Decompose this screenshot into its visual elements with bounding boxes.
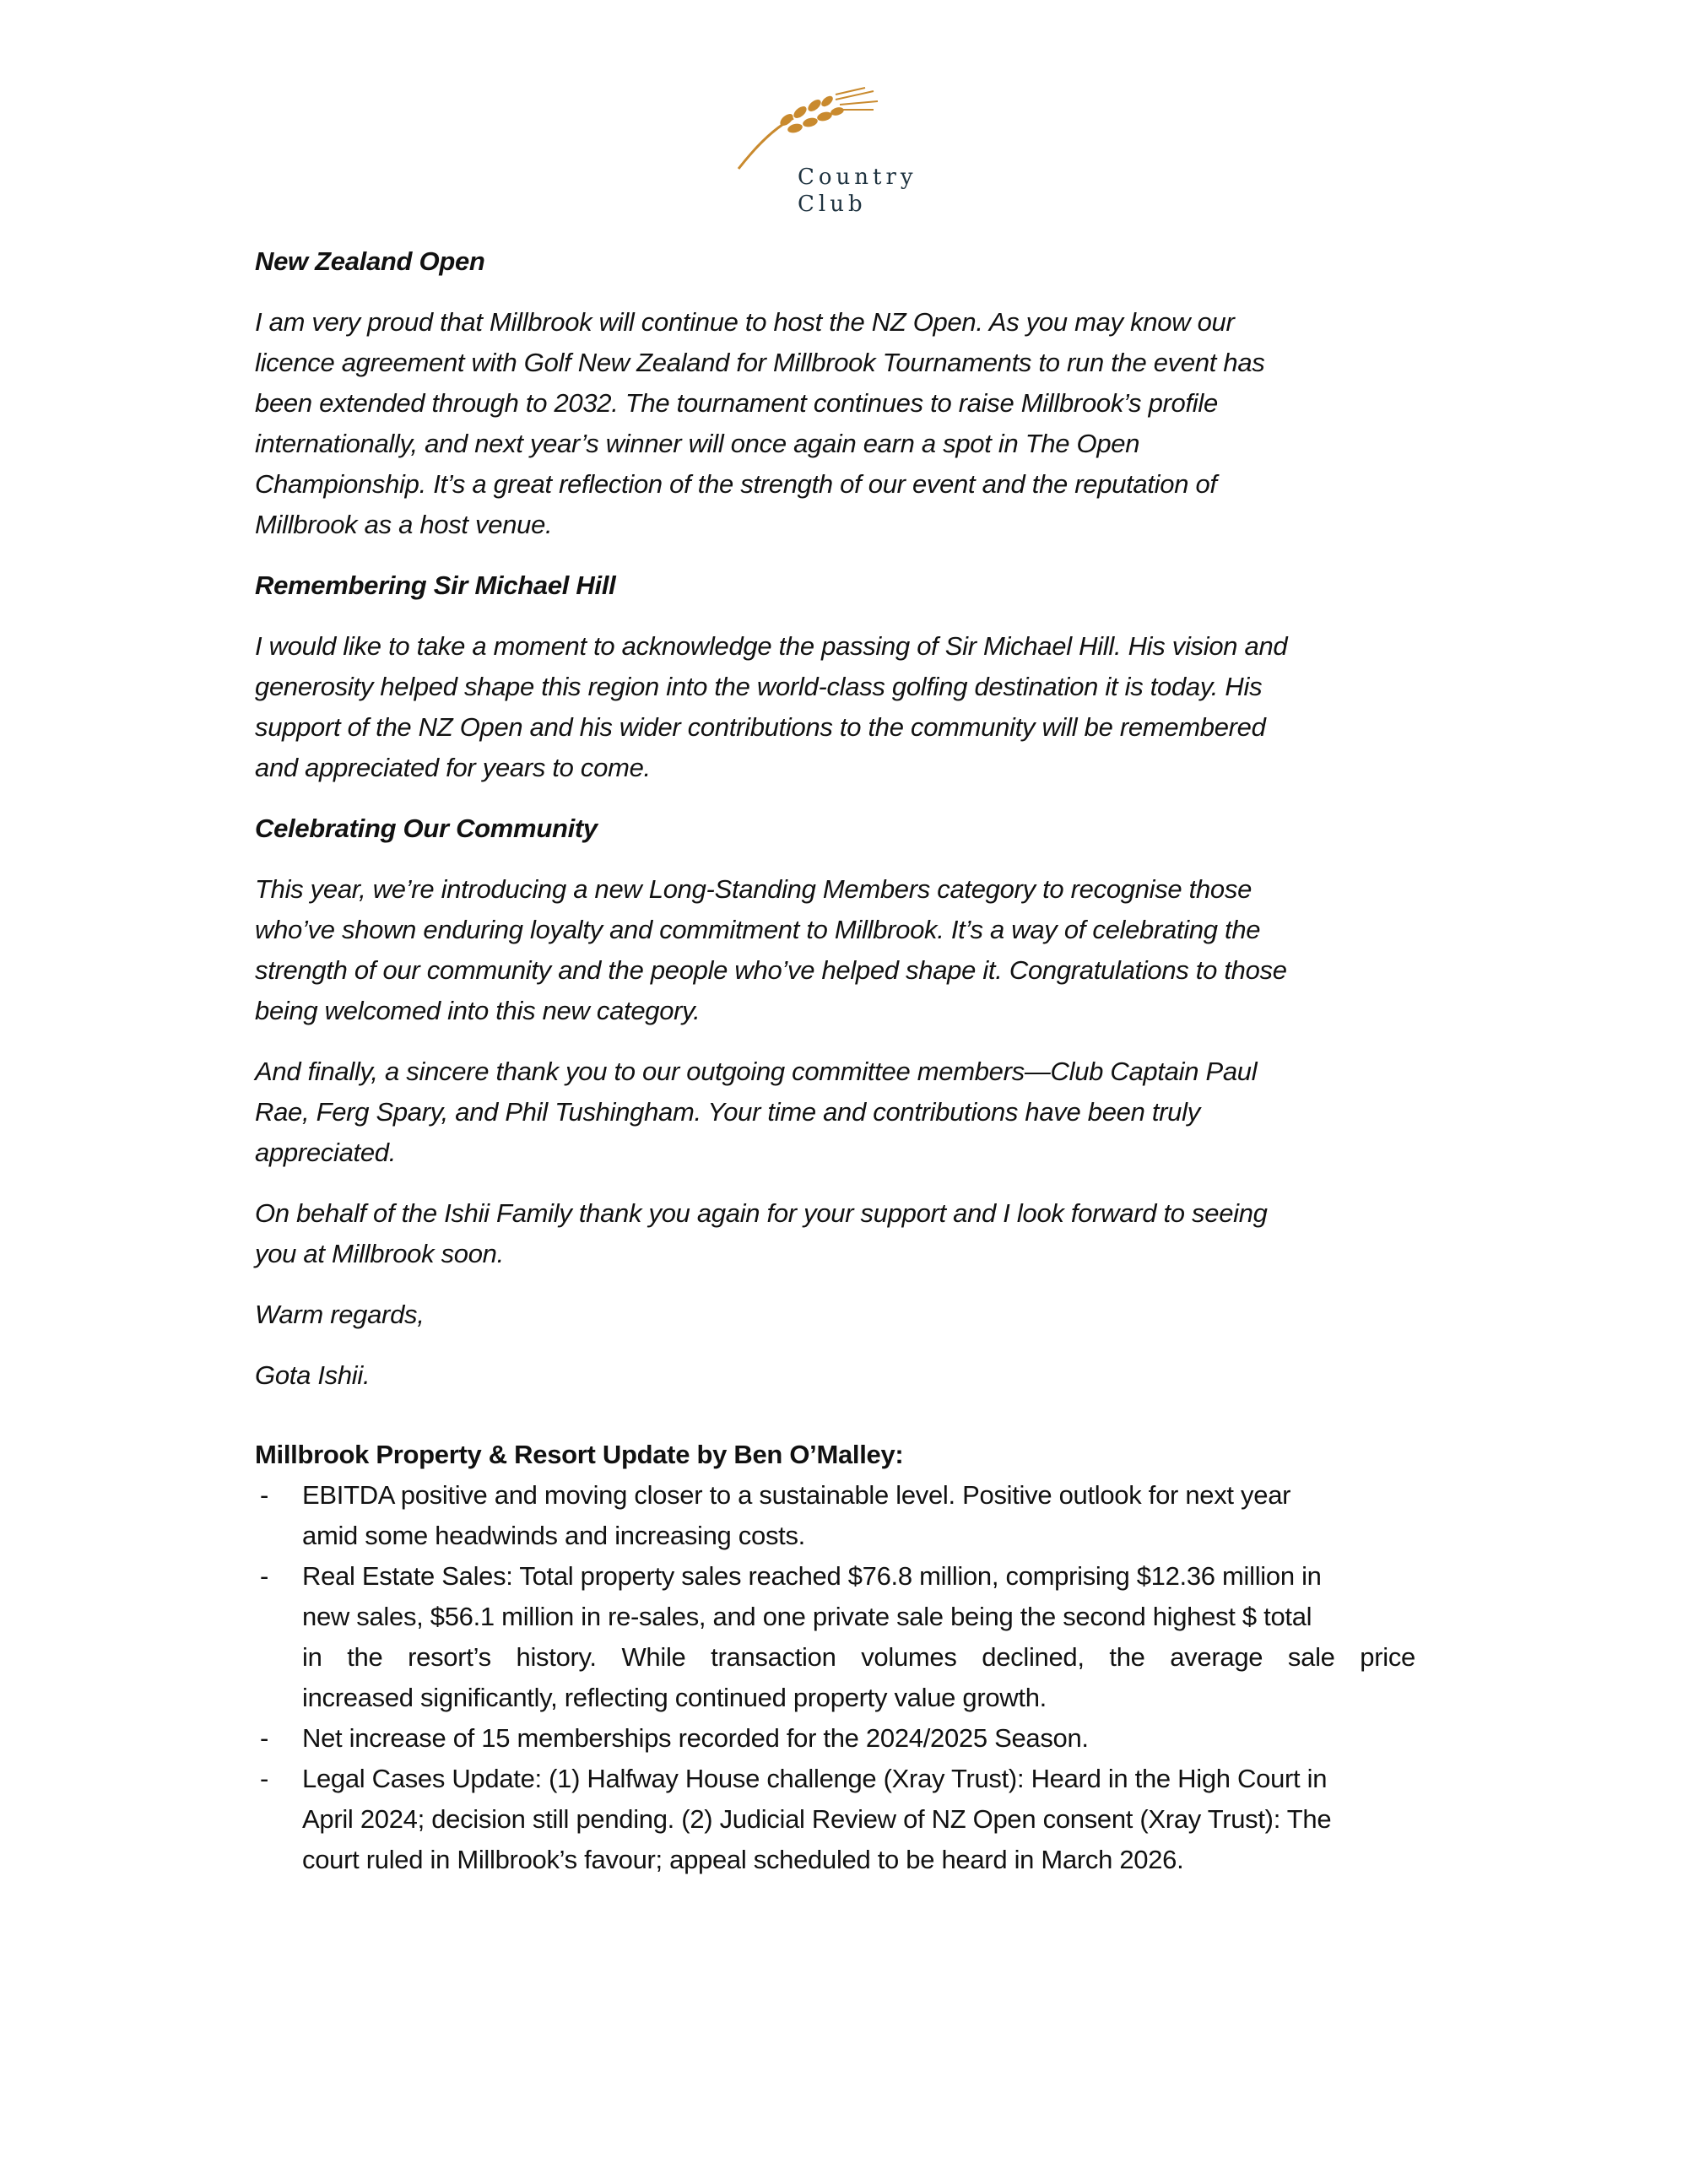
- signature-name: Gota Ishii.: [255, 1360, 371, 1390]
- paragraph-line: On behalf of the Ishii Family thank you again for your support and I look forward to seeing: [255, 1198, 1268, 1228]
- paragraph-line: I would like to take a moment to acknowledge the passing of Sir Michael Hill. His vision and: [255, 631, 1288, 661]
- list-item-line: April 2024; decision still pending. (2) Judicial Review of NZ Open consent (Xray Trust): The: [302, 1804, 1332, 1834]
- paragraph-line: Championship. It’s a great reflection of the strength of our event and the reputation of: [255, 469, 1217, 499]
- list-item: [255, 1475, 1420, 1556]
- paragraph-line: being welcomed into this new category.: [255, 996, 701, 1025]
- paragraph-line: This year, we’re introducing a new Long-Standing Members category to recognise those: [255, 874, 1252, 904]
- paragraph-line: strength of our community and the people who’ve helped shape it. Congratulations to those: [255, 955, 1287, 985]
- paragraph-line: I am very proud that Millbrook will continue to host the NZ Open. As you may know our: [255, 307, 1235, 337]
- list-item: [255, 1759, 1420, 1880]
- paragraph-line: appreciated.: [255, 1138, 397, 1167]
- list-item: [255, 1556, 1420, 1718]
- paragraph-line: generosity helped shape this region into the world-class golfing destination it is today. His: [255, 672, 1263, 701]
- logo-text-line1: Country: [798, 165, 917, 190]
- list-item-line: Net increase of 15 memberships recorded for the 2024/2025 Season.: [302, 1723, 1089, 1753]
- dash-bullet: -: [260, 1723, 269, 1753]
- thanks-paragraph: [255, 1051, 1420, 1173]
- list-item-line: in the resort’s history. While transaction volumes declined, the average sale price: [302, 1642, 1415, 1672]
- paragraph-line: support of the NZ Open and his wider contributions to the community will be remembered: [255, 712, 1266, 742]
- paragraph-line: And finally, a sincere thank you to our outgoing committee members—Club Captain Paul: [255, 1057, 1258, 1086]
- letter-body: [255, 241, 1420, 1880]
- paragraph-line: been extended through to 2032. The tournament continues to raise Millbrook’s profile: [255, 388, 1218, 418]
- update-heading: Millbrook Property & Resort Update by Ben O’Malley:: [255, 1440, 904, 1469]
- dash-bullet: -: [260, 1561, 269, 1591]
- list-item-line: new sales, $56.1 million in re-sales, and one private sale being the second highest $ total: [302, 1602, 1312, 1631]
- update-list: [255, 1475, 1420, 1880]
- paragraph-line: you at Millbrook soon.: [255, 1239, 504, 1268]
- wheat-icon: [734, 84, 954, 219]
- dash-bullet: -: [260, 1480, 269, 1510]
- list-item-line: amid some headwinds and increasing costs.: [302, 1521, 805, 1550]
- paragraph-line: internationally, and next year’s winner will once again earn a spot in The Open: [255, 429, 1140, 458]
- list-item-line: court ruled in Millbrook’s favour; appeal scheduled to be heard in March 2026.: [302, 1845, 1184, 1874]
- dash-bullet: -: [260, 1764, 269, 1793]
- paragraph-line: who’ve shown enduring loyalty and commitment to Millbrook. It’s a way of celebrating the: [255, 915, 1261, 944]
- logo-text-line2: Club: [798, 192, 867, 217]
- paragraph-line: Millbrook as a host venue.: [255, 510, 553, 539]
- list-item-line: EBITDA positive and moving closer to a sustainable level. Positive outlook for next year: [302, 1480, 1291, 1510]
- country-club-logo: [734, 84, 954, 219]
- section-heading: New Zealand Open: [255, 246, 485, 276]
- behalf-paragraph: [255, 1193, 1420, 1274]
- section-heading: Remembering Sir Michael Hill: [255, 570, 616, 600]
- sign-off: Warm regards,: [255, 1300, 425, 1329]
- list-item-line: Legal Cases Update: (1) Halfway House challenge (Xray Trust): Heard in the High Court in: [302, 1764, 1328, 1793]
- section-heading: Celebrating Our Community: [255, 814, 598, 843]
- section-nz-open: [255, 241, 1420, 545]
- paragraph-line: Rae, Ferg Spary, and Phil Tushingham. Your time and contributions have been truly: [255, 1097, 1200, 1127]
- paragraph-line: and appreciated for years to come.: [255, 753, 651, 782]
- paragraph-line: licence agreement with Golf New Zealand for Millbrook Tournaments to run the event has: [255, 348, 1265, 377]
- section-michael-hill: [255, 565, 1420, 788]
- section-community: [255, 808, 1420, 1031]
- property-update-section: [255, 1435, 1420, 1880]
- list-item-line: Real Estate Sales: Total property sales reached $76.8 million, comprising $12.36 million in: [302, 1561, 1322, 1591]
- list-item-line: increased significantly, reflecting continued property value growth.: [302, 1683, 1047, 1712]
- list-item: [255, 1718, 1420, 1759]
